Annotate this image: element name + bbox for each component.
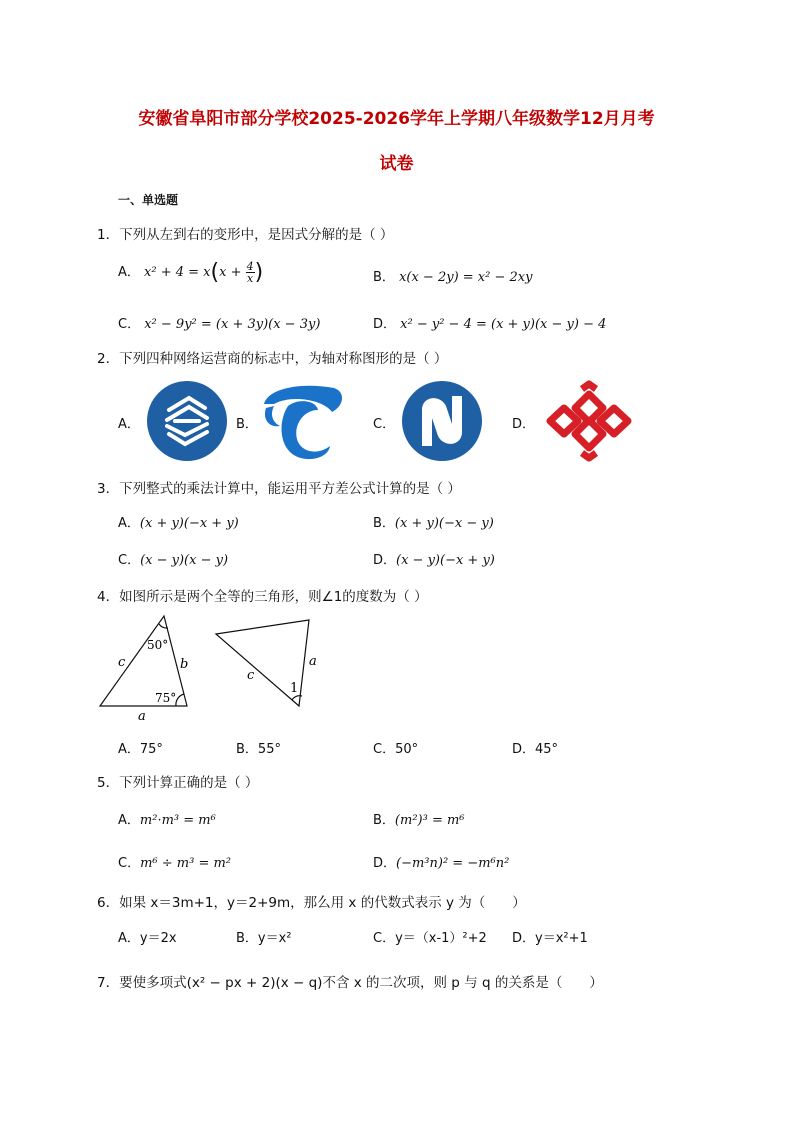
q5-option-b[interactable] <box>373 809 465 828</box>
q2-option-b-label: B． <box>236 417 258 432</box>
q4-option-a[interactable]: A．75° <box>118 742 163 757</box>
q1-option-d[interactable] <box>373 313 606 332</box>
q1-a-label: A． <box>118 265 140 280</box>
q1-a-frac-num: 4 <box>246 260 254 273</box>
q1-option-c[interactable] <box>118 313 320 332</box>
q3-b-label: B． <box>373 516 395 531</box>
q5-option-c[interactable] <box>118 852 231 871</box>
q5-b-expr: (m²)³ = m⁶ <box>394 813 465 828</box>
q2-option-a-label: A． <box>118 417 140 432</box>
q6-option-c[interactable]: C．y＝（x-1）²+2 <box>373 931 487 946</box>
section-heading: 一、单选题 <box>118 193 179 207</box>
q1-a-expr-left: x² + 4 = x <box>144 265 211 280</box>
logo-c-letter-n <box>422 396 462 446</box>
q2-option-c-china-netcom-logo[interactable] <box>400 380 484 462</box>
q5-c-expr: m⁶ ÷ m³ = m² <box>140 856 232 871</box>
question-2-stem: 2．下列四种网络运营商的标志中，为轴对称图形的是（ ） <box>97 351 448 367</box>
q5-c-label: C． <box>118 856 141 871</box>
q1-a-frac-den: x <box>247 272 254 285</box>
q1-c-expr: x² − 9y² = (x + 3y)(x − 3y) <box>144 317 321 332</box>
q4-option-d[interactable]: D．45° <box>512 742 559 757</box>
page-title-line1: 安徽省阜阳市部分学校2025-2026学年上学期八年级数学12月月考 <box>138 109 655 129</box>
logo-b-left-tail <box>265 406 280 426</box>
q3-a-label: A． <box>118 516 140 531</box>
q3-c-expr: (x − y)(x − y) <box>140 553 229 568</box>
q1-b-expr: x(x − 2y) = x² − 2xy <box>399 270 533 285</box>
side-a-label: a <box>138 709 146 724</box>
question-1-stem: 1．下列从左到右的变形中，是因式分解的是（ ） <box>97 227 394 243</box>
q5-a-label: A． <box>118 813 140 828</box>
paren-close: ) <box>254 260 264 285</box>
q1-a-fraction <box>246 261 255 284</box>
q1-option-b[interactable] <box>373 266 532 285</box>
q4-option-c[interactable]: C．50° <box>373 742 419 757</box>
logo-b-body <box>282 401 331 459</box>
side-b-label: b <box>180 657 189 672</box>
q1-d-label: D． <box>373 317 397 332</box>
q5-d-expr: (−m³n)² = −m⁶n² <box>396 856 510 871</box>
q5-d-label: D． <box>373 856 397 871</box>
q2-option-d-label: D． <box>512 417 536 432</box>
question-4-stem: 4．如图所示是两个全等的三角形，则∠1的度数为（ ） <box>97 589 428 605</box>
q1-option-a[interactable] <box>118 260 263 285</box>
q2-option-b-china-telecom-logo[interactable] <box>258 380 348 462</box>
question-7-stem: 7．要使多项式(x² − px + 2)(x − q)不含 x 的二次项，则 p 与 q 的关系是（ ） <box>97 975 603 991</box>
q4-congruent-triangles-figure <box>92 608 322 724</box>
q6-option-b[interactable]: B．y＝x² <box>236 931 292 946</box>
q1-b-label: B． <box>373 270 395 285</box>
angle-75-label: 75° <box>155 691 177 705</box>
page-title-line2: 试卷 <box>379 154 414 174</box>
q2-option-c-label: C． <box>373 417 396 432</box>
side-c2-label: c <box>247 668 255 683</box>
q6-option-a[interactable]: A．y＝2x <box>118 931 177 946</box>
q5-option-a[interactable] <box>118 809 216 828</box>
q5-a-expr: m²·m³ = m⁶ <box>139 813 216 828</box>
q3-option-d[interactable] <box>373 549 495 568</box>
paren-open: ( <box>210 260 220 285</box>
angle-1-label: 1 <box>290 681 299 696</box>
q6-option-d[interactable]: D．y＝x²+1 <box>512 931 588 946</box>
side-a2-label: a <box>309 654 317 669</box>
q2-option-d-china-unicom-logo[interactable] <box>538 380 640 462</box>
angle-50-label: 50° <box>147 638 169 652</box>
logo-d-knot <box>550 384 628 458</box>
question-5-stem: 5．下列计算正确的是（ ） <box>97 775 259 791</box>
q3-c-label: C． <box>118 553 141 568</box>
q5-option-d[interactable] <box>373 852 509 871</box>
q3-option-c[interactable] <box>118 549 228 568</box>
q1-a-expr-inner: x + <box>219 265 242 280</box>
q1-c-label: C． <box>118 317 141 332</box>
q3-option-b[interactable] <box>373 512 494 531</box>
q3-d-label: D． <box>373 553 397 568</box>
question-3-stem: 3．下列整式的乘法计算中，能运用平方差公式计算的是（ ） <box>97 481 461 497</box>
q3-a-expr: (x + y)(−x + y) <box>139 516 239 531</box>
q3-d-expr: (x − y)(−x + y) <box>396 553 495 568</box>
question-6-stem: 6．如果 x＝3m+1，y＝2+9m，那么用 x 的代数式表示 y 为（ ） <box>97 895 526 911</box>
q5-b-label: B． <box>373 813 395 828</box>
q4-option-b[interactable]: B．55° <box>236 742 281 757</box>
q3-b-expr: (x + y)(−x − y) <box>394 516 494 531</box>
q1-d-expr: x² − y² − 4 = (x + y)(x − y) − 4 <box>400 317 607 332</box>
q3-option-a[interactable] <box>118 512 239 531</box>
side-c-label: c <box>118 655 126 670</box>
q2-option-a-china-mobile-logo[interactable] <box>145 380 229 462</box>
